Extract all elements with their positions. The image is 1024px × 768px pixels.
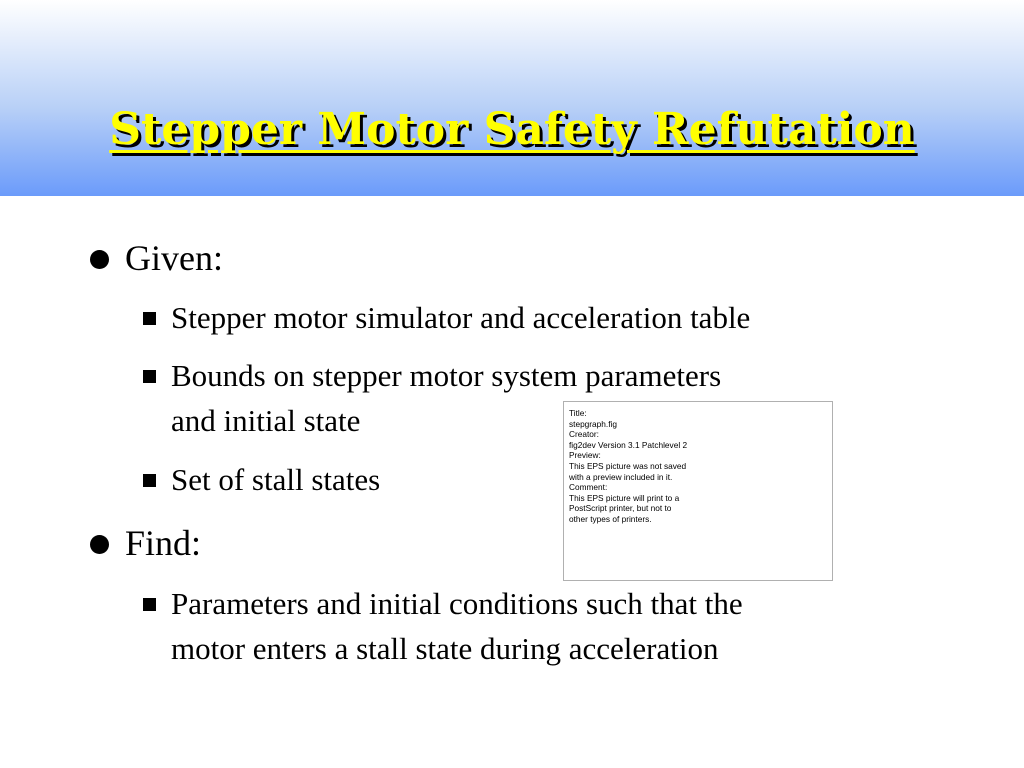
given-item-bounds-continued: and initial state (171, 403, 361, 438)
given-item-stall-states: Set of stall states (171, 462, 381, 497)
eps-line: with a preview included in it. (569, 471, 673, 482)
bullet-square-icon (143, 312, 156, 325)
bullet-square-icon (143, 370, 156, 383)
find-label: Find: (125, 523, 202, 563)
find-item-parameters-continued: motor enters a stall state during acceleration (171, 631, 719, 666)
given-item-simulator: Stepper motor simulator and acceleration table (171, 300, 751, 335)
title-banner (0, 0, 1024, 196)
eps-line: fig2dev Version 3.1 Patchlevel 2 (569, 439, 688, 450)
given-label: Given: (125, 238, 223, 278)
eps-line: Comment: (569, 482, 608, 493)
eps-line: This EPS picture was not saved (569, 460, 687, 471)
given-item-bounds: Bounds on stepper motor system parameters (171, 358, 722, 393)
eps-line: Title: (569, 408, 587, 418)
eps-picture-placeholder (563, 401, 833, 581)
slide-title: Stepper Motor Safety Refutation (109, 104, 915, 155)
find-item-parameters: Parameters and initial conditions such that the (171, 586, 743, 621)
eps-line: This EPS picture will print to a (569, 492, 680, 503)
bullet-square-icon (143, 474, 156, 487)
eps-line: other types of printers. (569, 513, 652, 524)
bullet-dot-icon (90, 535, 109, 554)
eps-line: PostScript printer, but not to (569, 503, 672, 514)
bullet-square-icon (143, 598, 156, 611)
eps-line: Preview: (569, 450, 601, 461)
eps-line: Creator: (569, 429, 599, 440)
eps-line: stepgraph.fig (569, 418, 617, 429)
bullet-dot-icon (90, 250, 109, 269)
